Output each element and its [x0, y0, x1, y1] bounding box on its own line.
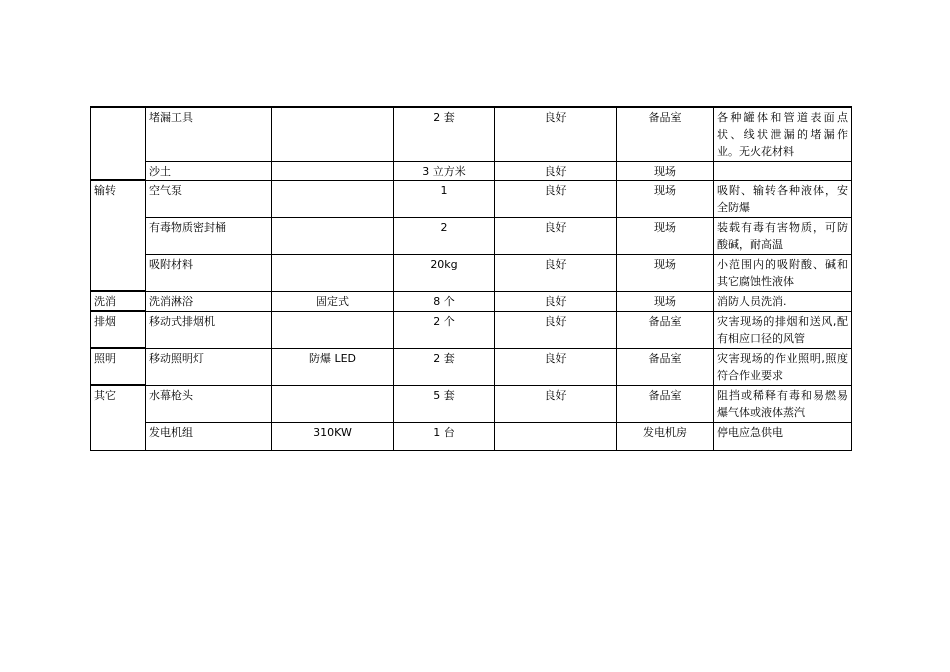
location-cell: 备品室	[617, 311, 714, 348]
location-cell: 现场	[617, 254, 714, 291]
desc-cell: 小范围内的吸附酸、碱和其它腐蚀性液体	[714, 254, 852, 291]
location-cell: 备品室	[617, 107, 714, 161]
name-cell: 移动式排烟机	[146, 311, 272, 348]
table-row	[91, 161, 852, 180]
location-cell: 备品室	[617, 348, 714, 385]
qty-cell: 8 个	[394, 291, 495, 311]
status-cell: 良好	[495, 107, 617, 161]
location-cell: 现场	[617, 180, 714, 217]
name-cell: 移动照明灯	[146, 348, 272, 385]
table-row	[91, 291, 852, 311]
category-cell: 照明	[91, 348, 146, 385]
name-cell: 水幕枪头	[146, 385, 272, 422]
table-row	[91, 348, 852, 385]
desc-cell: 阻挡或稀释有毒和易燃易爆气体或液体蒸汽	[714, 385, 852, 422]
name-cell: 空气泵	[146, 180, 272, 217]
status-cell: 良好	[495, 180, 617, 217]
spec-cell	[272, 161, 394, 180]
spec-cell	[272, 107, 394, 161]
spec-cell: 310KW	[272, 422, 394, 450]
desc-cell: 灾害现场的作业照明,照度符合作业要求	[714, 348, 852, 385]
table-row	[91, 217, 852, 254]
table-row	[91, 180, 852, 217]
location-cell: 现场	[617, 161, 714, 180]
status-cell: 良好	[495, 217, 617, 254]
category-cell: 其它	[91, 385, 146, 450]
status-cell: 良好	[495, 311, 617, 348]
qty-cell: 2 套	[394, 348, 495, 385]
status-cell: 良好	[495, 161, 617, 180]
status-cell	[495, 422, 617, 450]
spec-cell	[272, 217, 394, 254]
table-row	[91, 422, 852, 450]
qty-cell: 1	[394, 180, 495, 217]
status-cell: 良好	[495, 385, 617, 422]
spec-cell	[272, 385, 394, 422]
desc-cell: 停电应急供电	[714, 422, 852, 450]
category-cell: 输转	[91, 180, 146, 291]
spec-cell	[272, 180, 394, 217]
spec-cell	[272, 254, 394, 291]
category-cell	[91, 107, 146, 180]
table-row	[91, 385, 852, 422]
desc-cell	[714, 161, 852, 180]
table-row	[91, 311, 852, 348]
status-cell: 良好	[495, 254, 617, 291]
spec-cell	[272, 311, 394, 348]
desc-cell: 消防人员洗消.	[714, 291, 852, 311]
location-cell: 备品室	[617, 385, 714, 422]
location-cell: 发电机房	[617, 422, 714, 450]
name-cell: 沙土	[146, 161, 272, 180]
table-row	[91, 107, 852, 161]
qty-cell: 20kg	[394, 254, 495, 291]
table-row	[91, 254, 852, 291]
qty-cell: 3 立方米	[394, 161, 495, 180]
qty-cell: 2	[394, 217, 495, 254]
qty-cell: 2 个	[394, 311, 495, 348]
status-cell: 良好	[495, 348, 617, 385]
desc-cell: 吸附、输转各种液体，安全防爆	[714, 180, 852, 217]
status-cell: 良好	[495, 291, 617, 311]
name-cell: 吸附材料	[146, 254, 272, 291]
spec-cell: 防爆 LED	[272, 348, 394, 385]
qty-cell: 1 台	[394, 422, 495, 450]
qty-cell: 2 套	[394, 107, 495, 161]
name-cell: 发电机组	[146, 422, 272, 450]
category-cell: 洗消	[91, 291, 146, 311]
desc-cell: 各种罐体和管道表面点状、线状泄漏的堵漏作业。无火花材料	[714, 107, 852, 161]
location-cell: 现场	[617, 217, 714, 254]
desc-cell: 装载有毒有害物质，可防酸碱，耐高温	[714, 217, 852, 254]
qty-cell: 5 套	[394, 385, 495, 422]
equipment-table	[90, 106, 852, 451]
category-cell: 排烟	[91, 311, 146, 348]
name-cell: 有毒物质密封桶	[146, 217, 272, 254]
spec-cell: 固定式	[272, 291, 394, 311]
name-cell: 洗消淋浴	[146, 291, 272, 311]
name-cell: 堵漏工具	[146, 107, 272, 161]
desc-cell: 灾害现场的排烟和送风,配有相应口径的风管	[714, 311, 852, 348]
location-cell: 现场	[617, 291, 714, 311]
